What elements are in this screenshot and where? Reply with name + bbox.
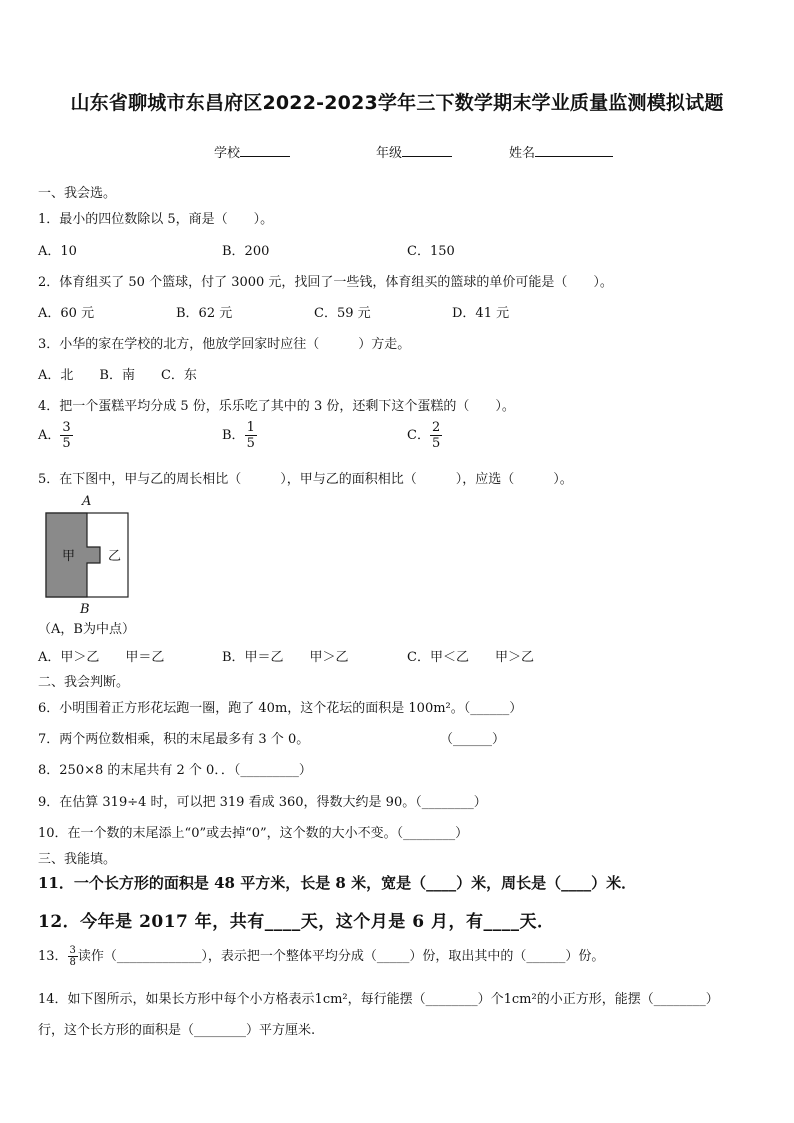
option-b[interactable]: B．甲＝乙 甲＞乙 [222, 650, 349, 665]
numerator: 3 [62, 420, 71, 435]
option-c[interactable]: C．150 [407, 244, 455, 259]
option-b[interactable]: B．200 [222, 244, 270, 259]
option-label: C． [407, 428, 430, 443]
option-c[interactable]: C．59 元 [314, 306, 371, 321]
question-7: 7．两个两位数相乘，积的末尾最多有 3 个 0。 [38, 732, 310, 747]
option-a[interactable]: A．10 [38, 244, 77, 259]
name-label: 姓名 [509, 146, 536, 161]
question-11: 11．一个长方形的面积是 48 平方米，长是 8 米，宽是（____）米，周长是（____）米． [38, 874, 637, 892]
page-title: 山东省聊城市东昌府区2022-2023学年三下数学期末学业质量监测模拟试题 [70, 92, 724, 114]
denominator: 5 [62, 436, 71, 451]
option-a[interactable]: A．甲＞乙 甲＝乙 [38, 650, 165, 665]
section-heading: 二、我会判断。 [38, 675, 130, 690]
option-c[interactable]: C．甲＜乙 甲＞乙 [407, 650, 534, 665]
question-9: 9．在估算 319÷4 时，可以把 319 看成 360，得数大约是 90。（________） [38, 795, 487, 810]
question-12: 12．今年是 2017 年，共有____天，这个月是 6 月，有____天． [38, 912, 555, 932]
question-14-line1: 14．如下图所示，如果长方形中每个小方格表示1cm²，每行能摆（________）个1cm²的小正方形，能摆（________） [38, 992, 719, 1007]
question-14-line2: 行，这个长方形的面积是（________）平方厘米. [38, 1023, 316, 1038]
denominator: 5 [246, 436, 255, 451]
option-b[interactable] [222, 420, 257, 451]
option-c[interactable] [407, 420, 442, 451]
option-a[interactable] [38, 420, 73, 451]
question-stem: 3．小华的家在学校的北方，他放学回家时应往（ ）方走。 [38, 337, 411, 352]
figure-caption: （A，B为中点） [38, 622, 135, 637]
question-stem: 2．体育组买了 50 个篮球，付了 3000 元，找回了一些钱，体育组买的篮球的单价可能是（ ）。 [38, 275, 613, 290]
figure-label-b: B [80, 602, 90, 617]
grade-blank[interactable] [402, 144, 452, 157]
question-6: 6．小明围着正方形花坛跑一圈，跑了 40m，这个花坛的面积是 100m²。（______） [38, 701, 523, 716]
numerator: 1 [246, 420, 255, 435]
school-label: 学校 [214, 146, 241, 161]
option-b[interactable]: B．62 元 [176, 306, 233, 321]
region-label-yi: 乙 [108, 549, 122, 564]
option-label: B． [222, 428, 245, 443]
option-d[interactable]: D．41 元 [452, 306, 510, 321]
question-number: 13． [38, 949, 68, 964]
option-label: A． [38, 428, 61, 443]
name-blank[interactable] [535, 144, 613, 157]
section-heading: 三、我能填。 [38, 852, 117, 867]
grade-label: 年级 [376, 146, 403, 161]
denominator: 8 [69, 957, 76, 968]
section-heading: 一、我会选。 [38, 186, 117, 201]
question-13 [38, 945, 604, 968]
question-stem: 4．把一个蛋糕平均分成 5 份，乐乐吃了其中的 3 份，还剩下这个蛋糕的（ ）。 [38, 399, 515, 414]
school-blank[interactable] [240, 144, 290, 157]
question-text: 读作（_____________），表示把一个整体平均分成（_____）份，取出其中的（______）份。 [77, 949, 605, 964]
fraction [430, 420, 442, 451]
grade-field [376, 142, 452, 161]
question-10: 10．在一个数的末尾添上“0”或去掉“0”，这个数的大小不变。（________） [38, 826, 469, 841]
fraction [245, 420, 257, 451]
question-8: 8．250×8 的末尾共有 2 个 0．．（_________） [38, 763, 312, 778]
question-stem: 1．最小的四位数除以 5，商是（ ）。 [38, 212, 274, 227]
name-field [509, 142, 613, 161]
numerator: 3 [69, 945, 76, 956]
question-stem: 5．在下图中，甲与乙的周长相比（ ），甲与乙的面积相比（ ），应选（ ）。 [38, 472, 573, 487]
numerator: 2 [431, 420, 441, 435]
fraction [60, 420, 72, 451]
fraction [68, 945, 78, 968]
denominator: 5 [431, 436, 441, 451]
option-a[interactable]: A．60 元 [38, 306, 95, 321]
region-label-jia: 甲 [62, 549, 76, 564]
school-field [214, 142, 290, 161]
options-row[interactable]: A．北 B．南 C．东 [38, 368, 197, 383]
figure-label-a: A [82, 494, 92, 509]
answer-blank[interactable]: （______） [440, 732, 506, 747]
